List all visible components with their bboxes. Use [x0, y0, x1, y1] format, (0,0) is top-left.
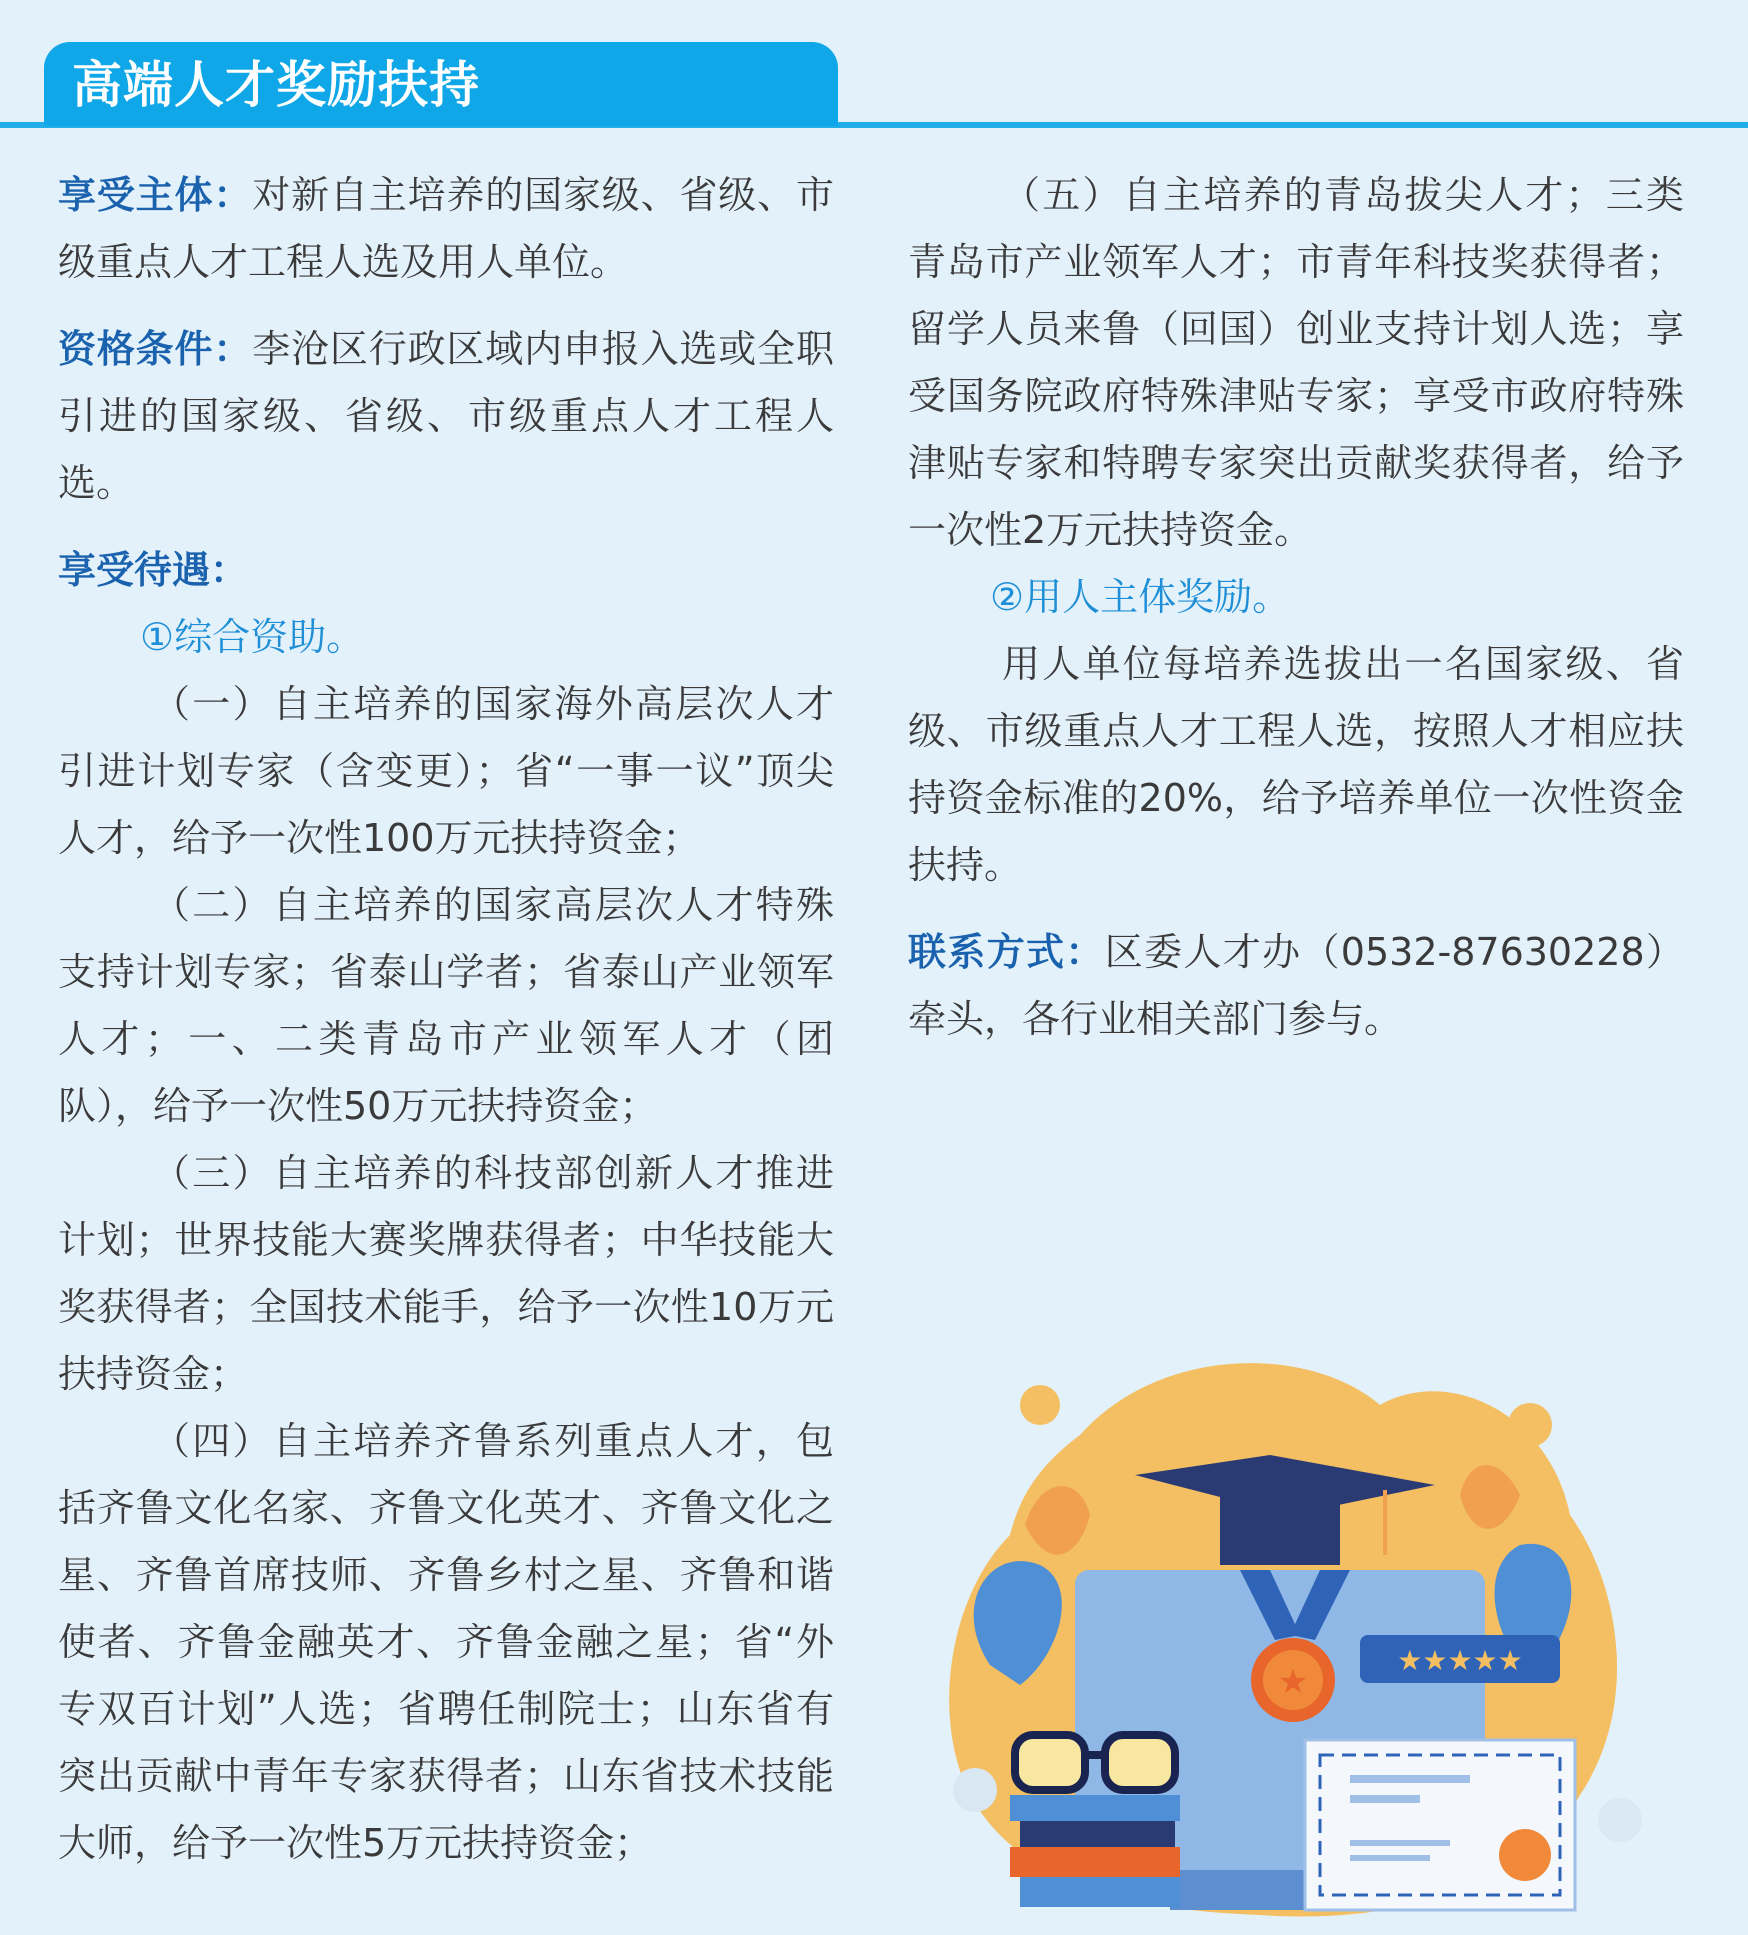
benefit-item-1: （一）自主培养的国家海外高层次人才引进计划专家（含变更）；省“一事一议”顶尖人才，给予一次性100万元扶持资金；: [58, 682, 834, 860]
contact-label: 联系方式：: [908, 930, 1105, 974]
dot-decoration: [1020, 1385, 1060, 1425]
left-column: [58, 162, 834, 1877]
svg-text:★: ★: [1277, 1662, 1309, 1702]
contact-text: 区委人才办（0532-87630228）牵头，各行业相关部门参与。: [908, 930, 1684, 1041]
dot-decoration: [1508, 1403, 1552, 1447]
qualification-label: 资格条件：: [58, 327, 253, 371]
benefit-item-2: （二）自主培养的国家高层次人才特殊支持计划专家；省泰山学者；省泰山产业领军人才；一、二类青岛市产业领军人才（团队），给予一次性50万元扶持资金；: [58, 883, 834, 1128]
benefit-item-4: （四）自主培养齐鲁系列重点人才，包括齐鲁文化名家、齐鲁文化英才、齐鲁文化之星、齐鲁首席技师、齐鲁乡村之星、齐鲁和谐使者、齐鲁金融英才、齐鲁金融之星；省“外专双百计划”人选；省聘任制院士；山东省有突出贡献中青年专家获得者；山东省技术技能大师，给予一次性5万元扶持资金；: [58, 1419, 834, 1865]
subject-label: 享受主体：: [58, 173, 253, 217]
subject-text: 对新自主培养的国家级、省级、市级重点人才工程人选及用人单位。: [58, 173, 834, 284]
right-column: [908, 162, 1684, 1053]
star-rating-icons: ★★★★★: [1397, 1644, 1523, 1677]
subject-section: [58, 162, 834, 296]
qualification-text: 李沧区行政区域内申报入选或全职引进的国家级、省级、市级重点人才工程人选。: [58, 327, 834, 505]
page-title: 高端人才奖励扶持: [72, 56, 480, 114]
graduation-cap-base: [1220, 1495, 1340, 1565]
benefits-label: 享受待遇：: [58, 548, 249, 592]
benefits-section: [58, 537, 834, 1877]
certificate: [1305, 1740, 1575, 1910]
employer-award-heading: ②用人主体奖励。: [990, 575, 1291, 619]
benefit-item-5: （五）自主培养的青岛拔尖人才；三类青岛市产业领军人才；市青年科技奖获得者；留学人员来鲁（回国）创业支持计划人选；享受国务院政府特殊津贴专家；享受市政府特殊津贴专家和特聘专家突出贡献奖获得者，给予一次性2万元扶持资金。: [908, 173, 1684, 552]
certificate-seal-icon: [1499, 1829, 1551, 1881]
graduation-award-illustration: [930, 1325, 1660, 1935]
qualification-section: [58, 316, 834, 517]
benefit-item-3: （三）自主培养的科技部创新人才推进计划；世界技能大赛奖牌获得者；中华技能大奖获得者；全国技术能手，给予一次性10万元扶持资金；: [58, 1151, 834, 1396]
book-stack: [1010, 1795, 1180, 1821]
contact-section: [908, 919, 1684, 1053]
dot-decoration: [1598, 1798, 1642, 1842]
dot-decoration: [953, 1768, 997, 1812]
employer-award-text: 用人单位每培养选拔出一名国家级、省级、市级重点人才工程人选，按照人才相应扶持资金标准的20%，给予培养单位一次性资金扶持。: [908, 642, 1684, 887]
comprehensive-funding-heading: ①综合资助。: [140, 615, 365, 659]
